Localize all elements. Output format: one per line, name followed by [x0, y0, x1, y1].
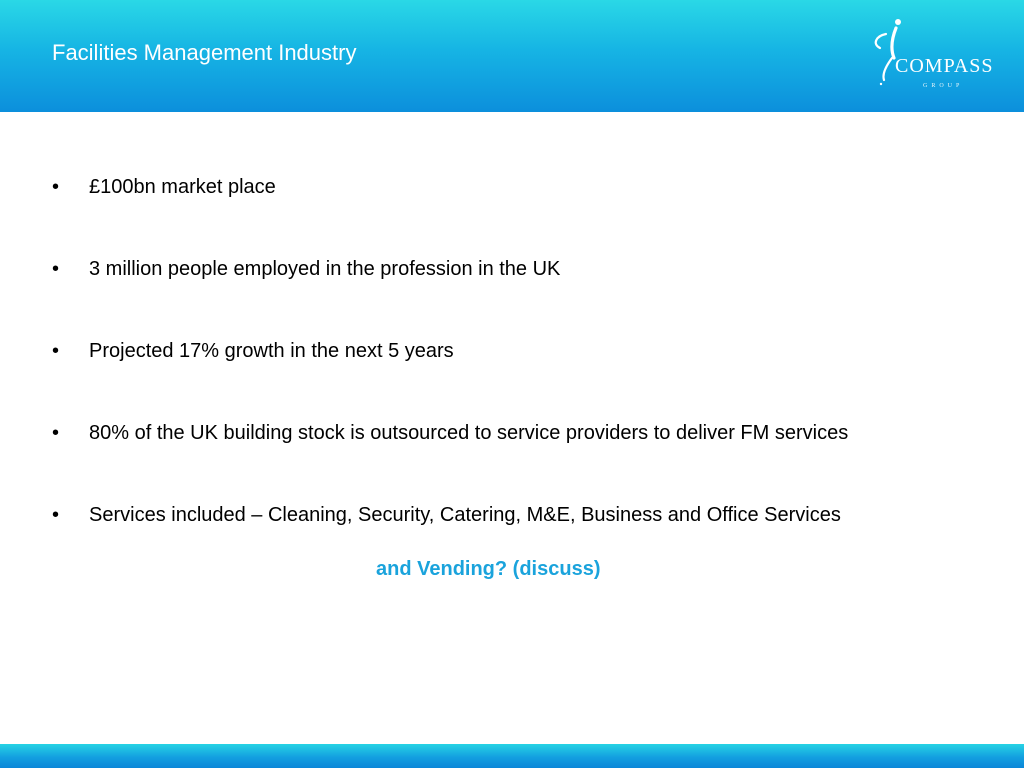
logo-wordmark: COMPASS: [895, 55, 994, 77]
header-bar: [0, 0, 1024, 112]
bullet-text: 80% of the UK building stock is outsourced to service providers to deliver FM services: [89, 422, 849, 444]
bullet-item: [52, 422, 848, 445]
bullet-marker: •: [52, 340, 60, 362]
bullet-text: Projected 17% growth in the next 5 years: [89, 340, 454, 362]
highlight-text: and Vending? (discuss): [376, 558, 601, 580]
bullet-marker: •: [52, 258, 60, 280]
compass-logo: [868, 18, 1008, 92]
bullet-item: [52, 340, 454, 363]
bullet-marker: •: [52, 504, 60, 526]
bullet-marker: •: [52, 422, 60, 444]
bullet-item: [52, 504, 841, 527]
footer-bar: [0, 744, 1024, 768]
logo-subtitle: GROUP: [923, 83, 964, 89]
bullet-item: [52, 258, 560, 281]
bullet-marker: •: [52, 176, 60, 198]
bullet-text: 3 million people employed in the profession in the UK: [89, 258, 561, 280]
bullet-text: Services included – Cleaning, Security, Catering, M&E, Business and Office Services: [89, 504, 841, 526]
slide-title: Facilities Management Industry: [52, 40, 357, 65]
bullet-item: [52, 176, 276, 199]
bullet-text: £100bn market place: [89, 176, 276, 198]
